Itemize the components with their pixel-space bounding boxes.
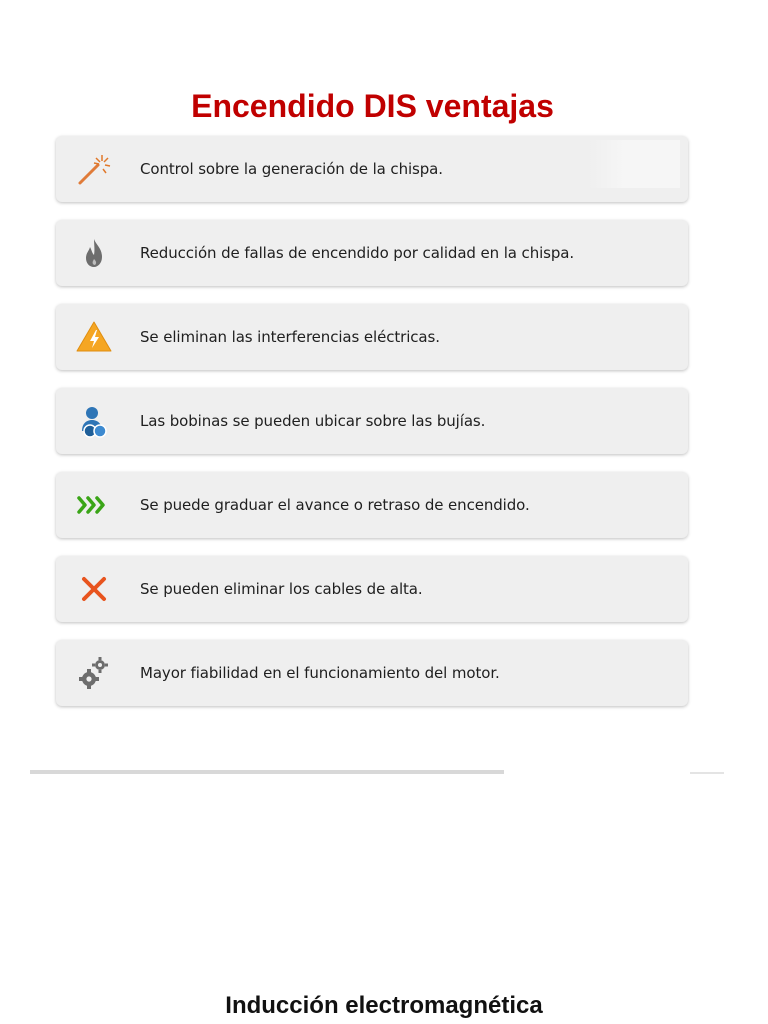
sparkle-wand-icon (74, 149, 114, 189)
advantages-list (56, 136, 688, 724)
page-title: Encendido DIS ventajas (191, 88, 554, 124)
gears-icon (74, 653, 114, 693)
list-item (56, 640, 688, 706)
divider (690, 772, 724, 774)
item-text: Se pueden eliminar los cables de alta. (140, 580, 423, 598)
list-item (56, 220, 688, 286)
list-item (56, 556, 688, 622)
item-text: Las bobinas se pueden ubicar sobre las bujías. (140, 412, 486, 430)
user-coins-icon (74, 401, 114, 441)
item-text: Se puede graduar el avance o retraso de encendido. (140, 496, 530, 514)
list-item (56, 136, 688, 202)
list-item (56, 388, 688, 454)
section-title: Inducción electromagnética (225, 992, 543, 1019)
list-item (56, 472, 688, 538)
list-item (56, 304, 688, 370)
triple-chevron-right-icon (74, 485, 114, 525)
item-text: Mayor fiabilidad en el funcionamiento del motor. (140, 664, 500, 682)
close-x-icon (74, 569, 114, 609)
item-text: Control sobre la generación de la chispa. (140, 160, 443, 178)
item-text: Se eliminan las interferencias eléctricas. (140, 328, 440, 346)
warning-triangle-icon (74, 317, 114, 357)
divider (30, 770, 504, 774)
flame-icon (74, 233, 114, 273)
item-text: Reducción de fallas de encendido por calidad en la chispa. (140, 244, 575, 262)
